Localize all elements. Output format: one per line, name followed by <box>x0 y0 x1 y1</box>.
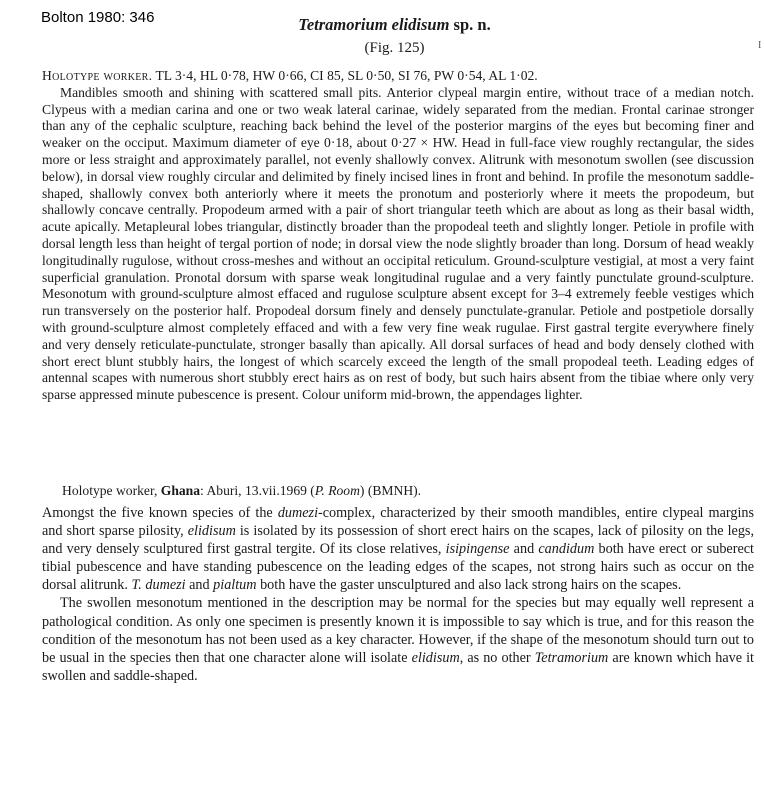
margin-mark: I <box>758 40 762 51</box>
text-run: and <box>185 577 214 594</box>
text-run: , as no other <box>459 649 535 666</box>
italic-term: isipingense <box>445 541 510 558</box>
text-run: and <box>509 541 539 558</box>
text-run: Amongst the five known species of the <box>42 505 278 521</box>
italic-term: elidisum <box>187 523 236 540</box>
species-status: sp. n. <box>453 15 491 34</box>
material-examined <box>62 482 752 499</box>
text-run: -complex, characterized by their smooth mandibles, entire clypeal margins and short sparse pilosity, <box>42 505 755 540</box>
description-body: Mandibles smooth and shining with scattered small pits. Anterior clypeal margin entire, without trace of a median notch. Clypeus with a median carina and one or two weak lateral carinae, widely separated from the median. Frontal carinae stronger than any of the cephalic sculpture, reaching back behind the level of the posterior margins of the eyes but becoming finer and weaker on the occiput. Maximum diameter of eye 0·18, about 0·27 × HW. Head in full-face view roughly rectangular, the sides more or less straight and approximately parallel, not evenly shallowly convex. Alitrunk with mesonotum swollen (see discussion below), in dorsal view roughly circular and delimited by finely incised lines in front and behind. In profile the mesonotum saddle-shaped, shallowly convex both anteriorly where it meets the pronotum and posteriorly where it meets the propodeum, but shallowly concave centrally. Propodeum armed with a pair of short triangular teeth which are about as long as their basal width, acute apically. Metapleural lobes triangular, distinctly broader than the propodeal teeth and slightly longer. Petiole in profile with dorsal length less than height of tergal portion of node; in dorsal view the node slightly broader than long. Dorsum of head weakly longitudinally rugulose, without cross-meshes and without an occipital reticulum. Ground-sculpture vestigial, at most a very faint superficial granulation. Pronotal dorsum with sparse weak longitudinal rugulae and a very faintly punctulate ground-sculpture. Mesonotum with ground-sculpture almost effaced and rugulose sculpture absent except for 3–4 extremely feeble vestiges which run transversely on the posterior half. Propodeal dorsum finely and densely punctulate-granular. Petiole and postpetiole dorsally with ground-sculpture almost completely effaced and with a few very fine weak rugulae. First gastral tergite everywhere finely and very densely reticulate-punctulate, stronger basally than apically. All dorsal surfaces of head and body densely clothed with short erect blunt stubbly hairs, the longest of which scarcely exceed the length of the small propodeal teeth. Leading edges of antennal scapes with numerous short stubbly erect hairs as on rest of body, but such hairs absent from the tibiae where only very sparse appressed minute pubescence is present. Colour uniform mid-brown, the appendages lighter. <box>42 84 754 403</box>
discussion <box>42 504 754 685</box>
measurements-line <box>42 68 754 85</box>
source-citation: Bolton 1980: 346 <box>41 9 155 26</box>
discussion-paragraph-2 <box>42 594 754 684</box>
measurements-text: TL 3·4, HL 0·78, HW 0·66, CI 85, SL 0·50, SI 76, PW 0·54, AL 1·02. <box>155 68 538 83</box>
species-heading <box>0 14 765 59</box>
italic-term: pialtum <box>213 577 257 594</box>
text-run: both have the gaster unsculptured and also lack strong hairs on the scapes. <box>256 577 682 594</box>
species-name: Tetramorium elidisum <box>298 15 450 34</box>
italic-term: T. dumezi <box>131 577 186 594</box>
text-run: both have erect or suberect tibial pubescence and have standing pubescence on the leading edges of the scapes, not strong hairs such as occur on the dorsal alitrunk. <box>42 541 754 594</box>
italic-term: Tetramorium <box>534 649 609 666</box>
material-repository: ) (BMNH). <box>359 483 422 498</box>
italic-term: candidum <box>538 541 595 558</box>
text-run: is isolated by its possession of short erect hairs on the scapes, lack of pilosity on the legs, and very densely sculptured first gastral tergite. Of its close relatives, <box>42 523 755 558</box>
holotype-label: Holotype worker. <box>42 68 153 83</box>
material-country: Ghana <box>160 483 201 498</box>
material-prefix: Holotype worker, <box>62 483 158 498</box>
material-collector: P. Room <box>314 483 360 498</box>
discussion-paragraph-1 <box>42 504 754 594</box>
text-run: are known which have it swollen and saddle-shaped. <box>42 649 754 684</box>
figure-reference: (Fig. 125) <box>364 40 425 56</box>
italic-term: elidisum <box>411 649 460 666</box>
holotype-description <box>42 68 754 404</box>
italic-term: dumezi <box>277 505 319 521</box>
species-title <box>0 14 765 36</box>
text-run: The swollen mesonotum mentioned in the description may be normal for the species but may equally well represent a pathological condition. As only one specimen is presently known it is impossible to say which is true, and for this reason the condition of the mesonotum has not been used as a key character. However, if the shape of the mesonotum should turn out to be usual in the species then that one character alone will isolate <box>42 595 754 666</box>
material-locality: : Aburi, 13.vii.1969 ( <box>200 483 315 498</box>
